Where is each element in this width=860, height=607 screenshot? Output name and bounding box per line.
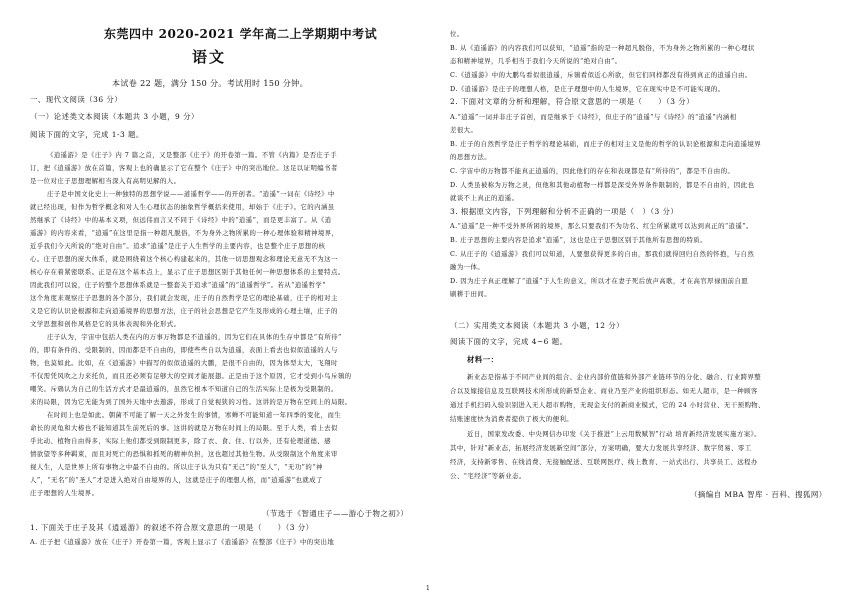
question-1-option-c: C.《逍遥游》中的大鹏鸟看似很逍遥，斥鴳看似近心所欲，但它们同样都没有得到真正的逍遥自由。 (450, 71, 752, 79)
passage-line: 是一位对庄子思想理解相当深入有高明见解的人。 (30, 177, 181, 185)
instruction-2: 阅读下面的文字，完成 4~6 题。 (450, 337, 568, 346)
passage-line: 庄子认为，宇宙中包括人类在内的万事万物都是不逍遥的，因为它们在具体的生存中都是“有所待” (47, 333, 342, 341)
passage-line: 核心存在着紧密联系。正是在这个基本点上，显示了庄子思想区别于其他任何一种思想体系的主要特点。 (30, 268, 345, 276)
exam-title: 东莞四中 2020-2021 学年高二上学期期中考试 (104, 27, 378, 41)
passage-line: 因此我们可以说，庄子的整个思想体系就是一整套关于追求“逍遥”的“逍遥哲学”。若从“逍遥哲学” (30, 281, 326, 289)
page-number: 1 (426, 585, 430, 592)
question-3-option-d: D. 因为庄子真正理解了“逍遥”于人生的意义，所以才在妻子死后放声高歌，才在高官厚禄面前自愿 (450, 277, 749, 285)
question-2-option-d: D. 人类虽被称为万物之灵，但他和其他动植物一样都是深受外界条件限制的，都是不自由的，因此也 (450, 181, 755, 189)
passage-line: 遥游》的内容来看，“逍遥”在这里是指一种超凡脱俗，不为身外之物所累的一种心理体验和精神境界， (30, 229, 339, 237)
material-label: 材料一： (467, 355, 499, 364)
question-1-option-b: B. 从《逍遥游》的内容我们可以获知，“逍遥”指的是一种超凡脱俗，不为身外之物所累的一种心理状 (450, 44, 755, 52)
exam-info: 本试卷 22 题，满分 150 分。考试用时 150 分钟。 (112, 79, 308, 88)
instruction: 阅读下面的文字，完成 1-3 题。 (30, 130, 144, 139)
question-2-option-c: C. 宇宙中的万物都不能真正逍遥的，因此他们的存在和表现都是有“所待的”，都是不自由的。 (450, 167, 735, 175)
passage-line: 命长的灵龟和大椿也不能知道其生前死后的事。这讲的就是万物在时间上的局限。至于人类，看上去似 (30, 424, 338, 432)
passage-line: 物，也莫如此。比如，在《逍遥游》中描写的似似逍遥的大鹏，是很不自由的，因为体型太大，飞翔时 (30, 359, 338, 367)
question-1-option-d: D.《逍遥游》是庄子的理想人格，是庄子理想中的人生境界，它在现实中是不可能实现的。 (450, 85, 725, 93)
question-2: 2. 下面对文章的分析和理解，符合原文意思的一项是（ ）（3 分） (450, 97, 695, 106)
material-line: 近日，国家发改委、中央网信办印发《关于推进“上云用数赋智”行动 培育新经济发展实施方案》。 (467, 430, 762, 438)
passage-line: 庄子是中国文化史上一种独特的思想学说——道遥哲学——的开创者。“逍遥”一词在《诗经》中 (47, 190, 335, 198)
subsection-heading-2: （二）实用类文本阅读（本题共 3 小题，12 分） (450, 321, 625, 330)
passage-line: 订，把《逍遥游》放在首篇，客观上也的确显示了它在整个《庄子》中的突出地位。这足以证明编书者 (30, 164, 338, 172)
passage-line: 不仅需凭风吹之力来托负，而且还必须有足够大的空间才能展翅。正是由于这个原因，它才受到小鸟斥鴳的 (30, 372, 352, 380)
passage-line: 来的局限，因为它无能为到了国外天地中去遨游，形成了自觉视狭的习性。这讲的是万物在空间上的局限。 (30, 398, 352, 406)
question-3-option-c-cont: 融为一体。 (450, 263, 485, 271)
passage-line: 然继承了《诗经》中的基本义项，但远伟而言又不同于《诗经》中的“逍遥”，而是更丰富了。从《逍 (30, 216, 332, 224)
passage-source: （节选于《智通庄子——游心于物之初》） (262, 509, 409, 518)
passage-line: 庄子理想的人生境界。 (30, 489, 99, 497)
question-1: 1. 下面关于庄子及其《逍遥游》的叙述不符合原文意思的一项是（ ）（3 分） (30, 523, 314, 532)
passage-line: 《逍遥游》是《庄子》内 7 篇之首，又是整部《庄子》的开卷第一篇。不管《内篇》是否庄子手 (47, 151, 337, 159)
subject-title: 语文 (192, 48, 227, 66)
material-line: 经济，支持新零售、在线消费、无接触配送、互联网医疗、线上教育、一站式出行、共享员工、远程办 (450, 458, 758, 466)
question-3-option-a: A.“逍遥”是一种不受外界所困的境界，那么只要我们不为功名、红尘所累就可以达到真正的“逍遥”。 (450, 222, 753, 230)
passage-line: 这个角度来观察庄子思想的各个部分，我们就会发现，庄子的自然哲学是它的理论基础，庄子的相对主 (30, 294, 338, 302)
passage-line: 嘲笑。斥鴳认为自己的生活方式才是最逍遥的，虽然它根本不知道自己的生活实际上是极为受限制的。 (30, 385, 338, 393)
material-line: 新业态是指基于不同产业间的组合、企业内部价值链和外部产业链环节的分化、融合、行业跨界整 (467, 373, 762, 381)
question-3-option-c: C. 从庄子的《逍遥游》我们可以知道，人要想获得更多的自由，那我们就得回归自然的怀抱，与自然 (450, 250, 755, 258)
question-2-option-a-cont: 差很大。 (450, 126, 478, 134)
passage-line: 文学思想和创作风格是它的具体表现和外化形式。 (30, 320, 181, 328)
question-2-option-b: B. 庄子的自然哲学是庄子哲学的理论基础，而庄子的相对主义是他的哲学的认识论根源和走向逍遥境界 (450, 140, 762, 148)
question-2-option-a: A.“逍遥”一词并非庄子首创，而是继承于《诗经》，但庄子的“逍遥”与《诗经》的“逍遥”内涵相 (450, 113, 737, 121)
material-line: 结账速度快为消费者提供了极大的便利。 (450, 415, 574, 423)
material-line: 公、“宅经济”等新业态。 (450, 472, 526, 480)
passage-line: 心。庄子思想的庞大体系，就是围绕着这个核心构建起来的，其他一切思想观念和理论无意无不为这一 (30, 255, 338, 263)
material-line: 通过手机扫码入验识别进入无人超市购物，无现金支付的新商业模式，它的 24 小时营业、无干预购物、 (450, 401, 765, 409)
passage-line: 近乎我们今天所说的“绝对自由”。追求“逍遥”是庄子人生哲学的主要内容，也是整个庄子思想的核 (30, 242, 326, 250)
subsection-heading: （一）论述类文本阅读（本题共 3 小题，9 分） (30, 112, 199, 121)
question-3-option-d-cont: 刷耕于田间。 (450, 290, 492, 298)
material-line: 合以及嫁接信息及互联网技术所形成的新型企业、商业乃至产业的组织形态。如无人超市，是一种顾客 (450, 387, 758, 395)
material-source: （摘编自 MBA 智库 · 百科、搜狐网） (690, 490, 827, 499)
passage-line: 乎比动、植物自由得多，实际上他们都受到限制更多，除了衣、食、住、行以外，还有伦理道德、感 (30, 437, 331, 445)
question-3: 3. 根据原文内容，下列理解和分析不正确的一项是（ ）（3 分） (450, 207, 679, 216)
passage-line: 人”，“无名”的“圣人”才是进入绝对自由境界的人，这就是庄子的理想人格，而“逍遥游”也就成了 (30, 476, 323, 484)
material-line: 其中，针对“新业态，拓展经济发展新空间”部分，方案明确，要大力发展共享经济、数字贸易、零工 (450, 444, 752, 452)
question-2-option-b-cont: 的思想方法。 (450, 153, 492, 161)
question-3-option-b: B. 庄子思想的主要内容是追求“逍遥”，这也是庄子思想区别于其他所有思想的特质。 (450, 236, 707, 244)
section-heading: 一、现代文阅读（36 分） (30, 95, 123, 104)
passage-line: 视人生，人是世界上所有事物之中最不自由的。所以庄子认为只有“无己”的“至人”，“无功”的“神 (30, 463, 323, 471)
passage-line: 义是它的认识论根源和走向逍遥境界的思想方法，庄子的社会思想是它产生及形成的心理土壤，庄子的 (30, 307, 338, 315)
question-1-option-a: A. 庄子把《逍遥游》放在《庄子》开卷第一篇，客观上显示了《逍遥游》在整部《庄子》中的突出地 (30, 538, 335, 546)
question-2-option-d-cont: 就谈不上真正的逍遥。 (450, 194, 519, 202)
question-1-option-b-cont: 态和精神境界，几乎相当于我们今天所说的“绝对自由”。 (450, 57, 622, 65)
passage-line: 的，即有条件的、受限制的，因而都是不自由的，即使些些自以为逍遥，表面上看去也似似逍遥的人与 (30, 346, 338, 354)
passage-line: 在时间上也是如此。朝菌不可能了解一天之外发生的事情，寒蝉不可能知道一年四季的变化，而生 (47, 411, 342, 419)
passage-line: 就已经出现，但作为哲学概念和对人生心理状态的抽象哲学概括来使用，却始于《庄子》。它的内涵虽 (30, 203, 335, 211)
passage-line: 情欲望等多种羁束，而且对死亡的恐惧和抓死的精神负担，这也超过其他生物。从受限制这个角度来审 (30, 450, 338, 458)
question-1-option-a-cont: 位。 (450, 30, 464, 38)
